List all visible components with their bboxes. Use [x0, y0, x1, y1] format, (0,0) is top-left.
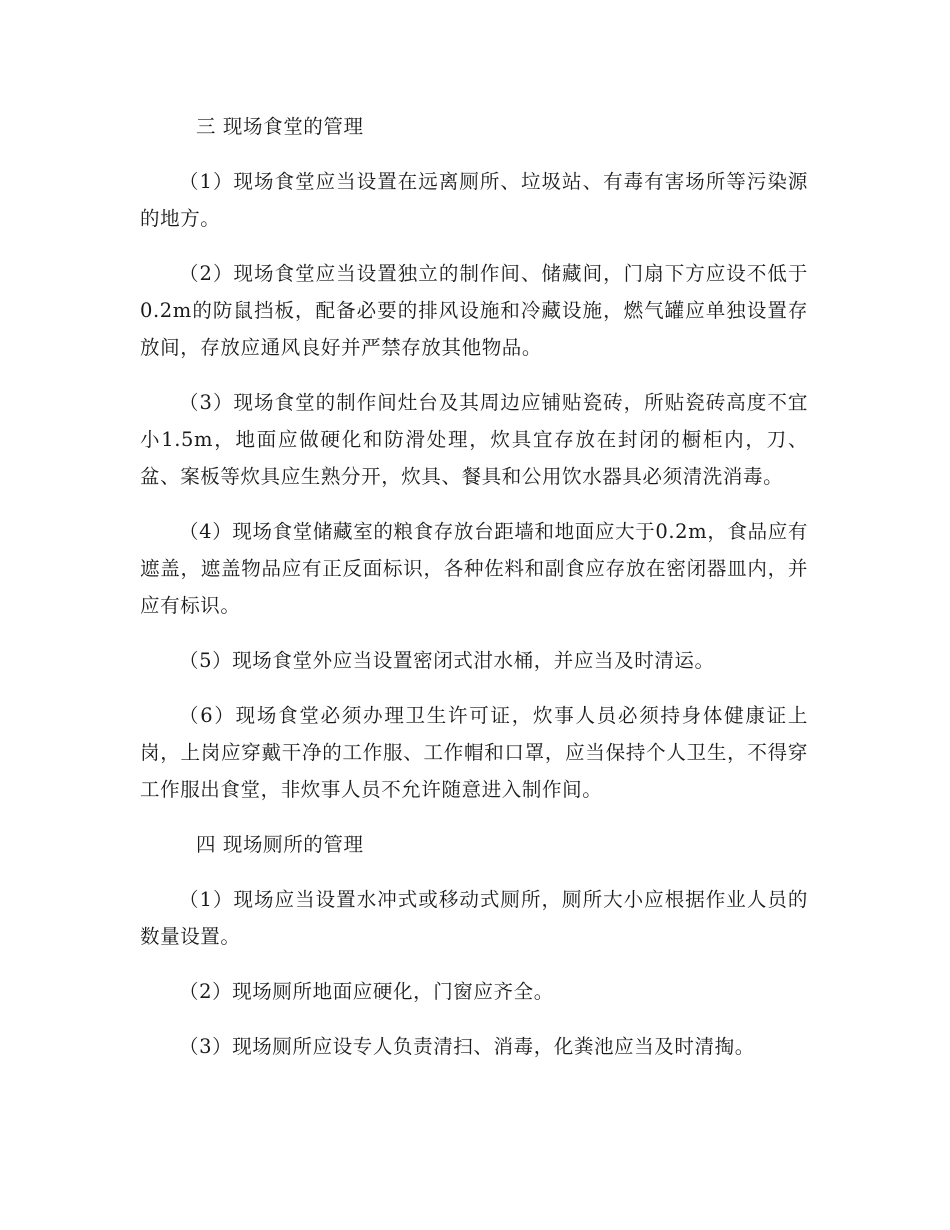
canteen-item-2: （2）现场食堂应当设置独立的制作间、储藏间，门扇下方应设不低于0.2m的防鼠挡板，配备必要的排风设施和冷藏设施，燃气罐应单独设置存放间，存放应通风良好并严禁存放其他物品。 — [140, 262, 808, 359]
canteen-item-4: （4）现场食堂储藏室的粮食存放台距墙和地面应大于0.2m，食品应有遮盖，遮盖物品应有正反面标识，各种佐料和副食应存放在密闭器皿内，并应有标识。 — [140, 520, 808, 617]
section-heading-canteen: 三 现场食堂的管理 — [196, 115, 364, 138]
canteen-item-5: （5）现场食堂外应当设置密闭式泔水桶，并应当及时清运。 — [179, 649, 715, 672]
section-heading-toilet: 四 现场厕所的管理 — [196, 833, 364, 856]
toilet-item-2: （2）现场厕所地面应硬化，门窗应齐全。 — [179, 980, 554, 1003]
canteen-item-3: （3）现场食堂的制作间灶台及其周边应铺贴瓷砖，所贴瓷砖高度不宜小1.5m，地面应做硬化和防滑处理，炊具宜存放在封闭的橱柜内，刀、盆、案板等炊具应生熟分开，炊具、餐具和公用饮水器具必须清洗消毒。 — [140, 391, 808, 488]
document-page — [140, 108, 808, 1083]
canteen-item-6: （6）现场食堂必须办理卫生许可证，炊事人员必须持身体健康证上岗，上岗应穿戴干净的工作服、工作帽和口罩，应当保持个人卫生，不得穿工作服出食堂，非炊事人员不允许随意进入制作间。 — [140, 704, 808, 801]
toilet-item-1: （1）现场应当设置水冲式或移动式厕所，厕所大小应根据作业人员的数量设置。 — [140, 888, 808, 948]
canteen-item-1: （1）现场食堂应当设置在远离厕所、垃圾站、有毒有害场所等污染源的地方。 — [140, 170, 808, 230]
toilet-item-3: （3）现场厕所应设专人负责清扫、消毒，化粪池应当及时清掏。 — [179, 1035, 755, 1058]
